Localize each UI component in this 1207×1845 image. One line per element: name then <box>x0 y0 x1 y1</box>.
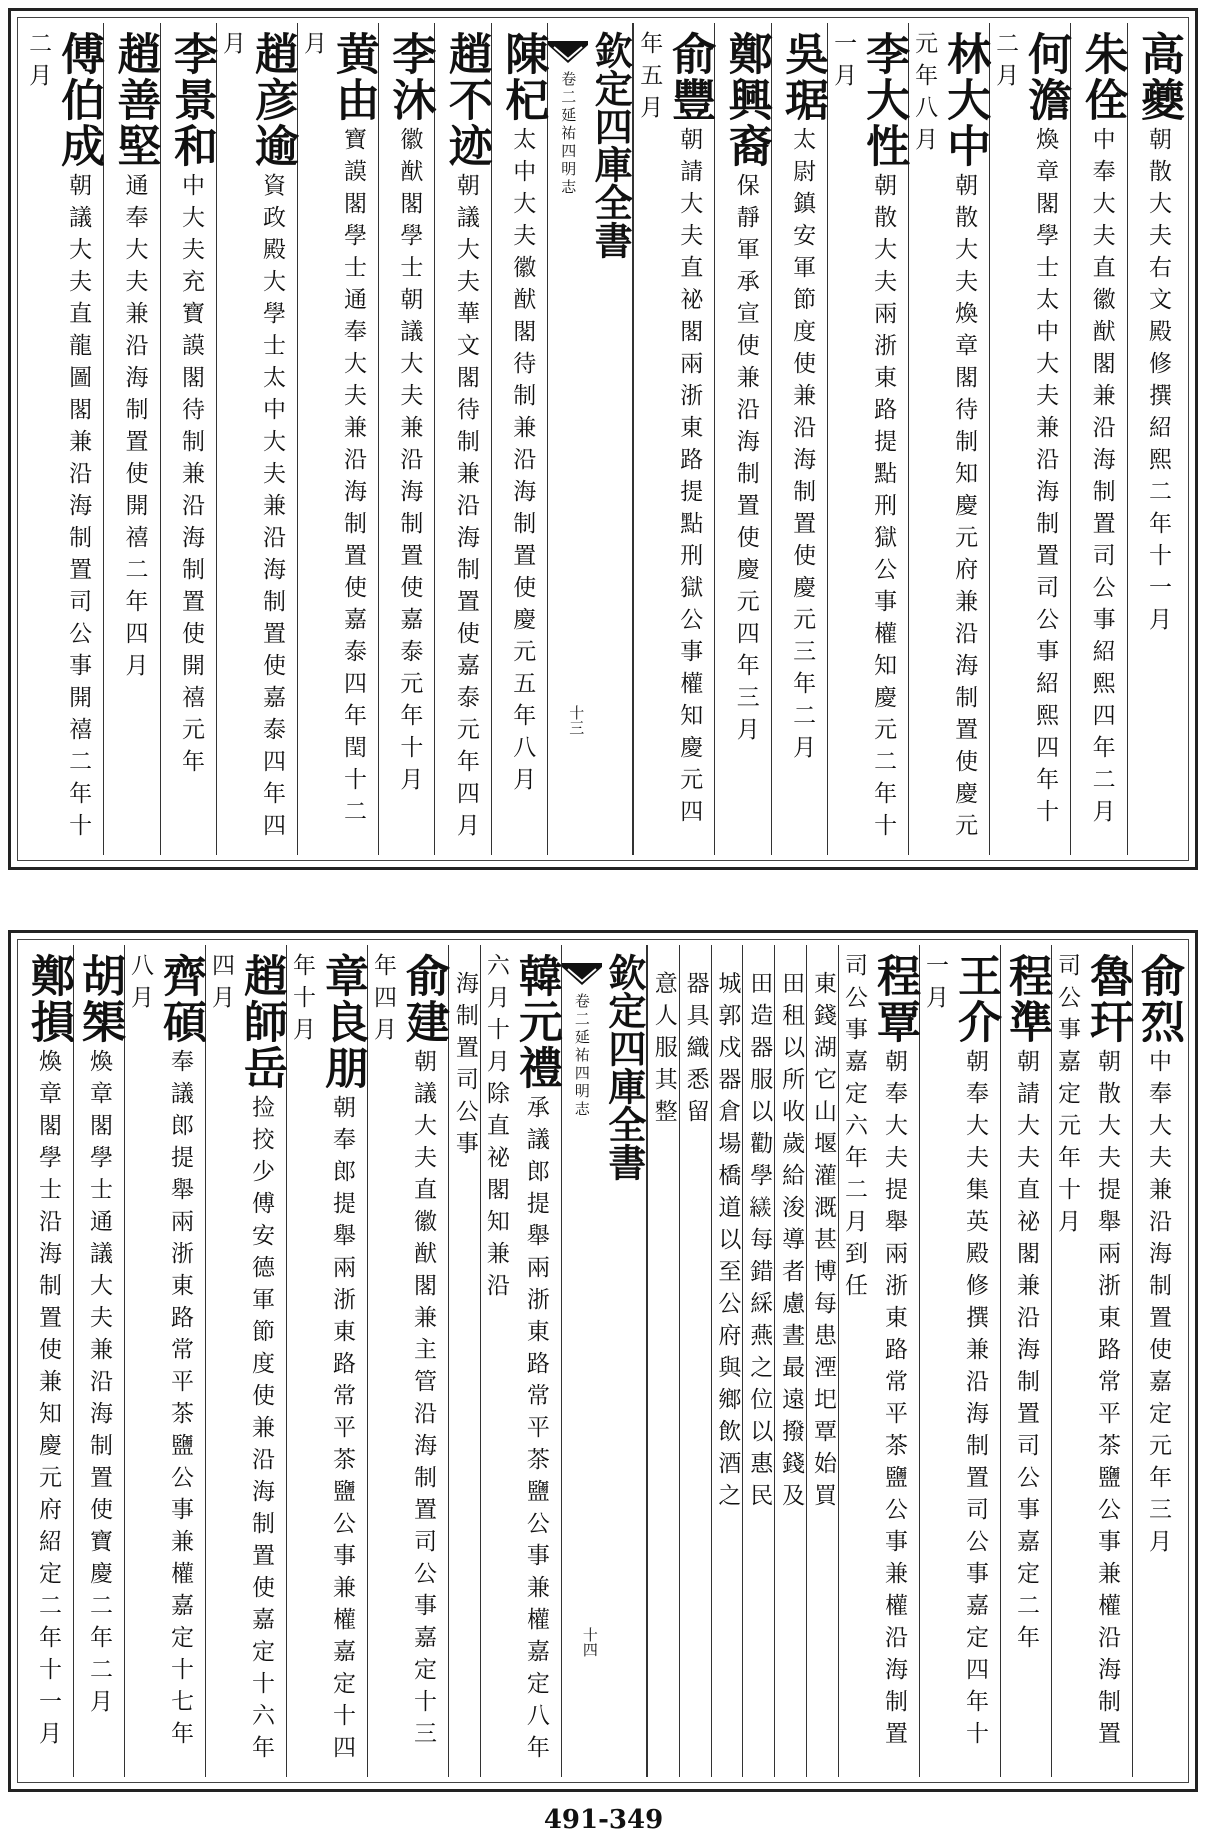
book-title: 欽定四庫全書 <box>601 953 647 1181</box>
text-column <box>23 945 73 1777</box>
official-detail: 朝請大夫直祕閣兼沿海制置司公事嘉定二年 <box>1013 1049 1039 1657</box>
official-name: 李景和 <box>165 31 217 169</box>
text-column <box>908 23 989 855</box>
official-name: 程覃 <box>869 953 920 1045</box>
text-column <box>205 945 286 1777</box>
official-name: 韓元禮 <box>510 953 562 1091</box>
text-column <box>647 945 679 1777</box>
official-detail: 朝請大夫直祕閣兩浙東路提點刑獄公事權知慶元四年五月 <box>636 31 703 831</box>
text-column <box>103 23 159 855</box>
official-name: 李大性 <box>858 31 910 169</box>
official-detail: 徽猷閣學士朝議大夫兼沿海制置使嘉泰元年十月 <box>396 127 423 799</box>
official-name: 趙師岳 <box>235 953 287 1091</box>
official-name: 魯玕 <box>1082 953 1133 1045</box>
official-name: 鄭損 <box>22 953 74 1045</box>
text-column <box>989 23 1070 855</box>
official-name: 趙彦逾 <box>246 31 298 169</box>
official-detail: 朝奉大夫提舉兩浙東路常平茶鹽公事兼權沿海制置司公事嘉定六年二月到任 <box>841 953 907 1753</box>
text-column <box>742 945 774 1777</box>
text-column <box>286 945 367 1777</box>
official-detail: 保靜軍承宣使兼沿海制置使慶元四年三月 <box>732 173 759 749</box>
official-detail: 煥章閣學士沿海制置使兼知慶元府紹定二年十一月 <box>34 1049 61 1753</box>
official-name: 林大中 <box>939 31 991 169</box>
text-column <box>1051 945 1132 1777</box>
text-column <box>711 945 743 1777</box>
leaf-number: 十三 <box>567 705 586 735</box>
text-column <box>124 945 205 1777</box>
text-column <box>679 945 711 1777</box>
page-number: 491-349 <box>543 1805 664 1835</box>
official-name: 何澹 <box>1020 31 1072 123</box>
text-column <box>378 23 434 855</box>
official-detail: 煥章閣學士太中大夫兼沿海制置司公事紹熙四年十二月 <box>992 31 1059 831</box>
official-detail: 朝奉郎提舉兩浙東路常平茶鹽公事兼權嘉定十四年十月 <box>288 953 355 1767</box>
official-detail: 中奉大夫兼沿海制置使嘉定元年三月 <box>1145 1049 1171 1561</box>
text-column <box>838 945 919 1777</box>
official-detail: 太尉鎮安軍節度使兼沿海制置使慶元三年二月 <box>789 127 816 767</box>
official-detail: 朝散大夫提舉兩浙東路常平茶鹽公事兼權沿海制置司公事嘉定元年十月 <box>1054 953 1120 1753</box>
text-column <box>1127 23 1183 855</box>
text-column <box>216 23 297 855</box>
top-columns <box>23 23 1183 855</box>
official-name: 鄭興裔 <box>720 31 772 169</box>
center-spine <box>547 23 633 855</box>
official-name: 黄由 <box>327 31 379 123</box>
official-detail: 意人服其整 <box>650 971 677 1131</box>
text-column <box>297 23 378 855</box>
official-detail: 太中大夫徽猷閣待制兼沿海制置使慶元五年八月 <box>509 127 536 799</box>
text-column <box>1132 945 1183 1777</box>
official-name: 俞烈 <box>1133 953 1184 1045</box>
official-name: 王介 <box>950 953 1001 1045</box>
volume-label: 卷二 <box>572 993 591 1029</box>
fish-tail-mark-icon <box>562 961 602 987</box>
official-detail: 資政殿大學士太中大夫兼沿海制置使嘉泰四年四月 <box>218 31 285 845</box>
official-name: 陳杞 <box>497 31 549 123</box>
official-name: 趙善堅 <box>109 31 161 169</box>
text-column <box>806 945 838 1777</box>
official-detail: 捡挍少傅安德軍節度使兼沿海制置使嘉定十六年四月 <box>207 953 274 1767</box>
official-name: 吳琚 <box>777 31 829 123</box>
text-column <box>919 945 1000 1777</box>
text-column <box>714 23 770 855</box>
text-column <box>774 945 806 1777</box>
official-name: 俞豐 <box>664 31 716 123</box>
text-column <box>367 945 448 1777</box>
official-detail: 海制置司公事 <box>451 971 478 1163</box>
official-name: 齊碩 <box>154 953 206 1045</box>
top-page <box>8 8 1198 870</box>
text-column <box>1000 945 1051 1777</box>
official-detail: 寶謨閣學士通奉大夫兼沿海制置使嘉泰四年閏十二月 <box>299 31 366 831</box>
center-spine <box>561 945 647 1777</box>
official-detail: 朝議大夫華文閣待制兼沿海制置使嘉泰元年四月 <box>452 173 479 845</box>
official-name: 胡榘 <box>73 953 125 1045</box>
text-column <box>827 23 908 855</box>
text-column <box>771 23 827 855</box>
official-detail: 朝散大夫右文殿修撰紹熙二年十一月 <box>1145 127 1171 639</box>
book-name: 延祐四明志 <box>572 1029 591 1119</box>
official-detail: 朝議大夫直徽猷閣兼主管沿海制置司公事嘉定十三年四月 <box>369 953 436 1753</box>
official-name: 程準 <box>1001 953 1052 1045</box>
official-detail: 朝議大夫直龍圖閣兼沿海制置司公事開禧二年十二月 <box>25 31 92 845</box>
official-detail: 煥章閣學士通議大夫兼沿海制置使寶慶二年二月 <box>85 1049 112 1721</box>
volume-label: 卷二 <box>559 71 578 107</box>
official-detail: 通奉大夫兼沿海制置使開禧二年四月 <box>121 173 148 685</box>
text-column <box>1070 23 1126 855</box>
official-detail: 朝散大夫兩浙東路提點刑獄公事權知慶元二年十一月 <box>830 31 897 845</box>
official-detail: 城郭戍器倉場橋道以至公府與鄉飲酒之 <box>714 971 741 1515</box>
text-column <box>160 23 216 855</box>
official-name: 趙不迹 <box>440 31 492 169</box>
book-name: 延祐四明志 <box>559 107 578 197</box>
bottom-page <box>8 930 1198 1792</box>
fish-tail-mark-icon <box>548 39 588 65</box>
official-detail: 中奉大夫直徽猷閣兼沿海制置司公事紹熙四年二月 <box>1088 127 1115 831</box>
text-column <box>73 945 124 1777</box>
text-column <box>491 23 547 855</box>
official-detail: 朝散大夫煥章閣待制知慶元府兼沿海制置使慶元元年八月 <box>911 31 978 845</box>
official-name: 章良朋 <box>316 953 368 1091</box>
text-column <box>434 23 490 855</box>
official-detail: 田造器服以勸學𦆀每錯綵燕之位以惠民 <box>746 971 773 1515</box>
official-name: 高夔 <box>1133 31 1184 123</box>
leaf-number: 十四 <box>580 1627 599 1657</box>
official-detail: 奉議郎提舉兩浙東路常平茶鹽公事兼權嘉定十七年八月 <box>126 953 193 1753</box>
text-column <box>448 945 480 1777</box>
official-name: 李沐 <box>384 31 436 123</box>
text-column <box>633 23 714 855</box>
official-detail: 中大夫充寶謨閣待制兼沿海制置使開禧元年 <box>177 173 204 781</box>
official-name: 朱佺 <box>1076 31 1128 123</box>
text-column <box>23 23 103 855</box>
official-detail: 東錢湖它山堰灌溉甚博每患湮圯覃始買 <box>810 971 836 1515</box>
official-detail: 田租以所收歲給浚導者慮晝最遠撥錢及 <box>778 971 805 1515</box>
text-column <box>480 945 561 1777</box>
official-name: 傅伯成 <box>53 31 105 169</box>
official-detail: 承議郎提舉兩浙東路常平茶鹽公事兼權嘉定八年六月十月除直祕閣知兼沿 <box>482 953 549 1767</box>
official-name: 俞建 <box>397 953 449 1045</box>
bottom-columns <box>23 945 1183 1777</box>
book-title: 欽定四庫全書 <box>588 31 634 259</box>
official-detail: 朝奉大夫集英殿修撰兼沿海制置司公事嘉定四年十一月 <box>922 953 988 1753</box>
official-detail: 器具織悉留 <box>682 971 709 1131</box>
